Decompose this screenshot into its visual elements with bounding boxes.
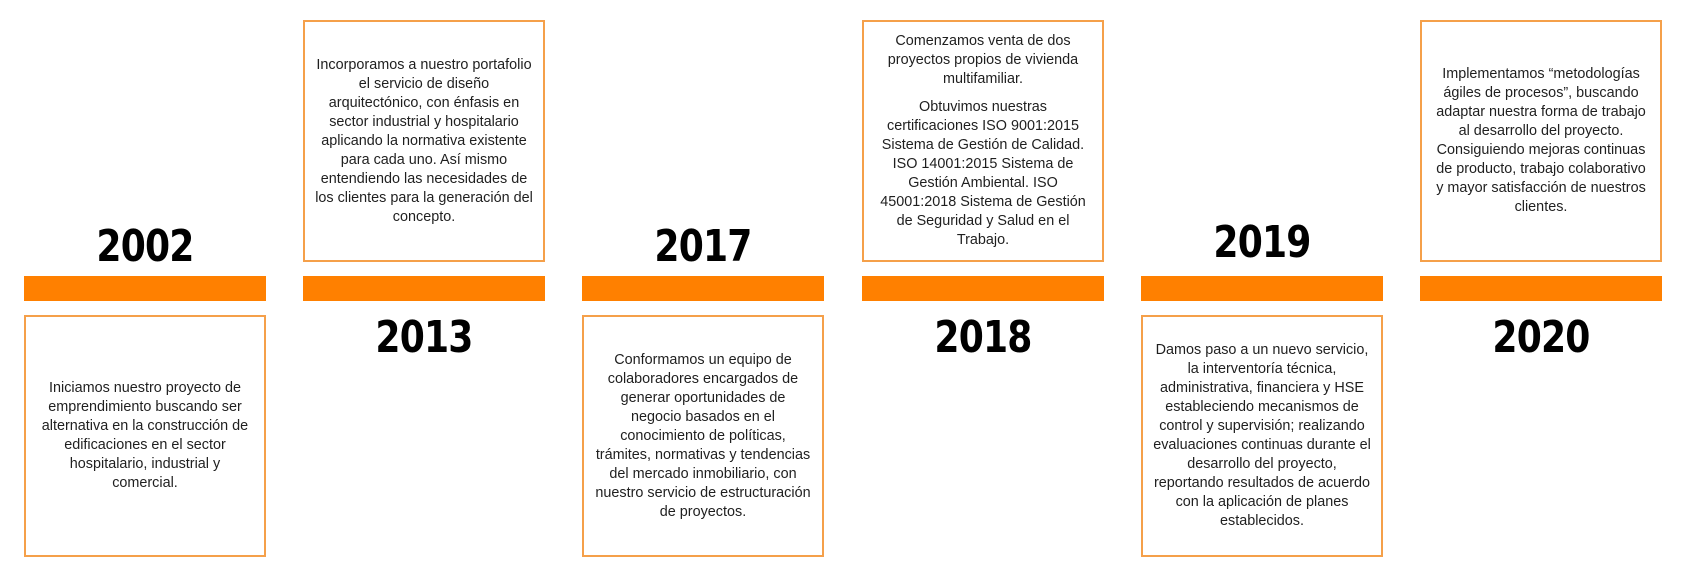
milestone-description: Damos paso a un nuevo servicio, la interventoría técnica, administrativa, financiera y HSE estableciendo mecanismos de control y supervisión; realizando evaluaciones continuas durante el desarrollo del proyecto, reportando resultados de acuerdo con la aplicación de planes establecidos.: [1153, 342, 1371, 529]
milestone-description-box: [582, 315, 824, 557]
milestone-2017: [582, 0, 824, 576]
milestone-description-secondary: Obtuvimos nuestras certificaciones ISO 9001:2015 Sistema de Gestión de Calidad. ISO 14001:2015 Sistema de Gestión Ambiental. ISO 45001:2018 Sistema de Gestión de Seguridad y Salud en el Trabajo.: [880, 99, 1086, 248]
timeline-bar-segment: [303, 276, 545, 301]
milestone-2018: [862, 0, 1104, 576]
timeline-bar-segment: [1420, 276, 1662, 301]
year-label: 2013: [375, 312, 473, 363]
milestone-description: Iniciamos nuestro proyecto de emprendimiento buscando ser alternativa en la construcción de edificaciones en el sector hospitalario, industrial y comercial.: [41, 380, 249, 491]
timeline-bar-segment: [1141, 276, 1383, 301]
milestone-2013: [303, 0, 545, 576]
year-label: 2017: [654, 221, 752, 272]
milestone-description-box: [1141, 315, 1383, 557]
year-label: 2019: [1213, 217, 1311, 268]
timeline-bar-segment: [582, 276, 824, 301]
milestone-description-box: [862, 20, 1104, 262]
year-label: 2018: [934, 312, 1032, 363]
year-label: 2020: [1492, 312, 1590, 363]
milestone-2002: [24, 0, 266, 576]
timeline-bar-segment: [24, 276, 266, 301]
milestone-description: Implementamos “metodologías ágiles de procesos”, buscando adaptar nuestra forma de trabajo al desarrollo del proyecto. Consiguiendo mejoras continuas de producto, trabajo colaborativo y mayor satisfacción de nuestros clientes.: [1436, 66, 1646, 215]
milestone-2020: [1420, 0, 1662, 576]
milestone-description: Conformamos un equipo de colaboradores encargados de generar oportunidades de negocio basados en el conocimiento de políticas, trámites, normativas y tendencias del mercado inmobiliario, con nuestro servicio de estructuración de proyectos.: [595, 351, 811, 520]
milestone-description: Comenzamos venta de dos proyectos propios de vivienda multifamiliar.: [887, 33, 1079, 87]
year-label: 2002: [96, 221, 194, 272]
timeline-bar-segment: [862, 276, 1104, 301]
milestone-2019: [1141, 0, 1383, 576]
milestone-description: Incorporamos a nuestro portafolio el servicio de diseño arquitectónico, con énfasis en sector industrial y hospitalario aplicando la normativa existente para cada uno. Así mismo entendiendo las necesidades de los clientes para la generación del concepto.: [315, 56, 533, 225]
milestone-description-box: [303, 20, 545, 262]
milestone-description-box: [1420, 20, 1662, 262]
milestone-description-box: [24, 315, 266, 557]
